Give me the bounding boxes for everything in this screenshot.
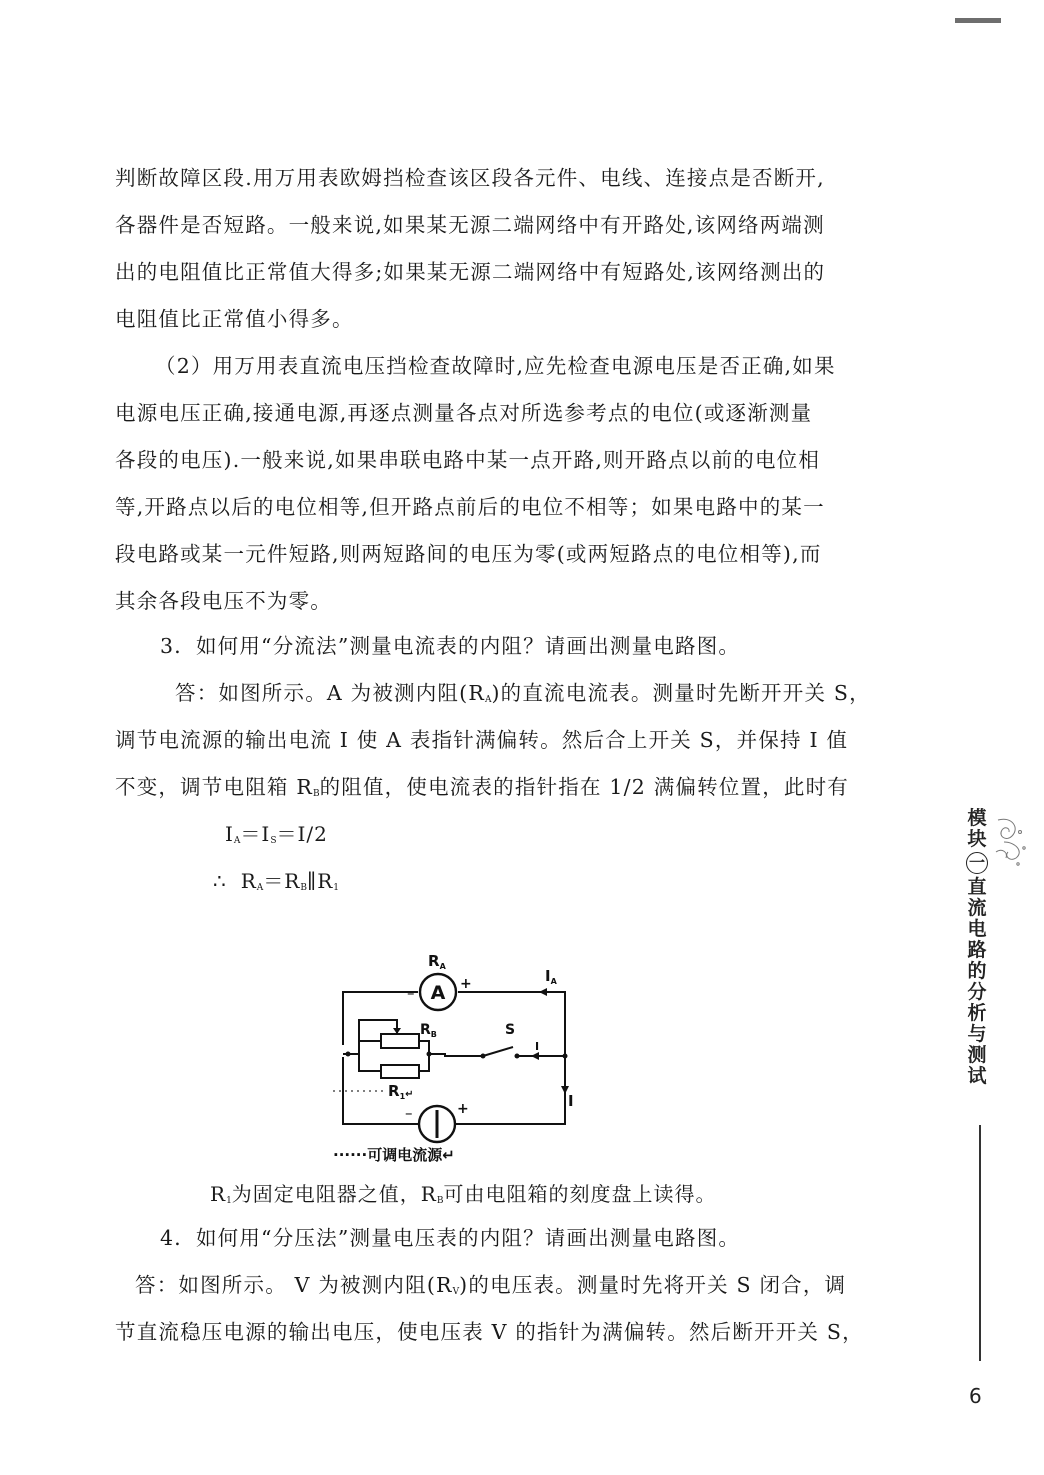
ammeter-label: A [430,982,446,1004]
minus-top: – [407,984,415,1002]
formula-resistance: ∴ $R_A=R_B\parallel R_1$ [213,869,340,893]
question-3: 3．如何用“分流法”测量电流表的内阻？请画出测量电路图。 [160,634,741,658]
answer-4-line-1: 答：如图所示。 V 为被测内阻$(R_V)$的电压表。测量时先将开关 S 闭合，调 [135,1273,847,1297]
plus-top: + [460,976,472,992]
text-line: 电源电压正确,接通电源,再逐点测量各点对所选参考点的电位(或逐渐测量 [115,401,813,425]
minus-bottom: – [405,1104,413,1122]
header-bar [955,18,1001,23]
answer-4-line-2: 节直流稳压电源的输出电压，使电压表 V 的指针为满偏转。然后断开开关 S， [115,1320,864,1344]
rb-label: $R_B$ [420,1022,437,1039]
answer-3-line-1: 答：如图所示。A 为被测内阻$(R_A)$的直流电流表。测量时先断开开关 S， [175,681,871,705]
circuit-diagram [325,948,595,1170]
formula-current: $I_A=I_S=I/2$ [225,822,328,846]
ia-label: $I_A$ [545,967,557,986]
text-line: 其余各段电压不为零。 [115,589,332,613]
text-line: 各段的电压).一般来说,如果串联电路中某一点开路,则开路点以前的电位相 [115,448,821,472]
answer-3-line-3: 不变，调节电阻箱 $R_B$的阻值，使电流表的指针指在 1/2 满偏转位置，此时有 [115,775,850,799]
r1-label: $R_1↵$ [388,1082,414,1101]
page-number: 6 [969,1384,982,1408]
plus-bottom: + [457,1101,469,1117]
source-caption: ······可调电流源↵ [333,1146,455,1164]
text-line: 出的电阻值比正常值大得多;如果某无源二端网络中有短路处,该网络测出的 [115,260,826,284]
diagram-caption: $R_1$为固定电阻器之值，$R_B$可由电阻箱的刻度盘上读得。 [210,1182,717,1206]
resistor-r1 [381,1065,419,1078]
floral-ornament-icon [990,812,1030,872]
switch-label: S [505,1022,516,1038]
i-branch-label: I [535,1040,540,1053]
chapter-sidebar-title: 模 块 一 直 流 电 路 的 分 析 与 测 试 [967,807,987,1087]
text-line: 段电路或某一元件短路,则两短路间的电压为零(或两短路点的电位相等),而 [115,542,822,566]
text-line: 电阻值比正常值小得多。 [115,307,354,331]
resistor-box-rb [381,1034,419,1048]
text-line: 判断故障区段.用万用表欧姆挡检查该区段各元件、电线、连接点是否断开, [115,166,825,190]
text-line: （2）用万用表直流电压挡检查故障时,应先检查电源电压是否正确,如果 [155,354,836,378]
answer-3-line-2: 调节电流源的输出电流 I 使 A 表指针满偏转。然后合上开关 S，并保持 I 值 [115,728,849,752]
ra-label: $R_A$ [428,952,446,971]
question-4: 4．如何用“分压法”测量电压表的内阻？请画出测量电路图。 [160,1226,741,1250]
text-line: 各器件是否短路。一般来说,如果某无源二端网络中有开路处,该网络两端测 [115,213,825,237]
i-label: I [568,1092,574,1110]
text-line: 等,开路点以后的电位相等,但开路点前后的电位不相等；如果电路中的某一 [115,495,825,519]
sidebar-divider [979,1125,981,1361]
